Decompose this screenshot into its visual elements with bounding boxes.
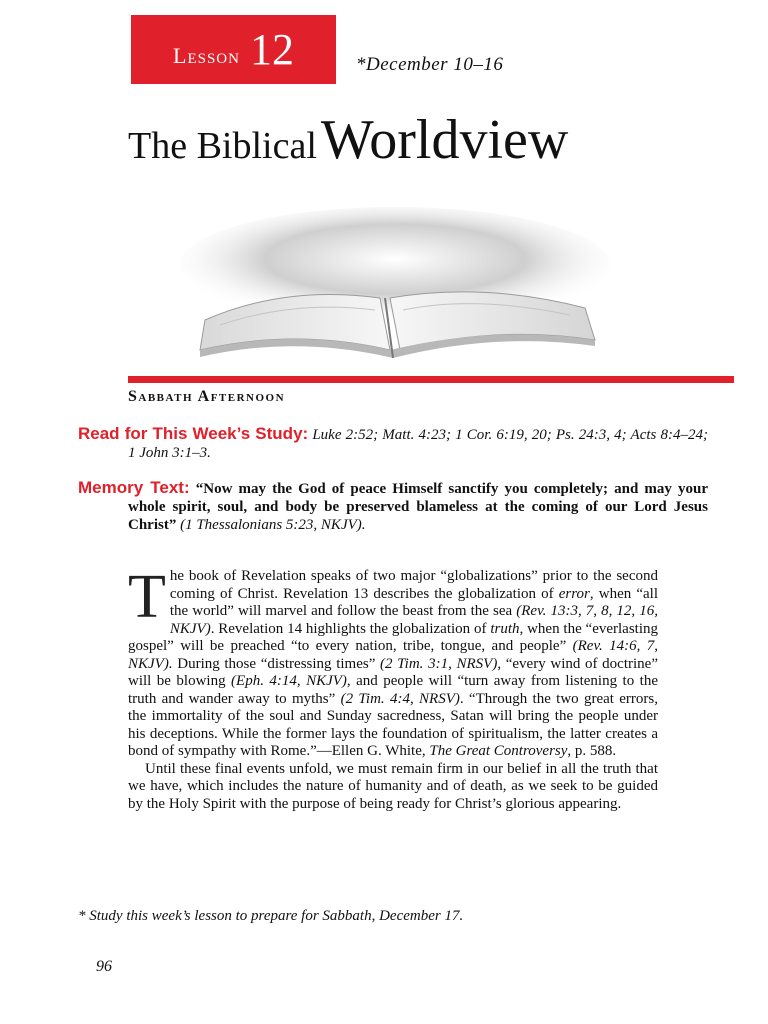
book-title: The Great Controversy <box>429 743 568 759</box>
body-paragraph-2: Until these final events unfold, we must remain firm in our belief in all the truth that we have, which includes the nature of humanity and of death, as we seek to be guided by the Holy Spirit with the purpose of being ready for Christ’s glorious appearing. <box>128 760 658 812</box>
memory-label: Memory Text: <box>78 478 190 497</box>
open-bible-illustration <box>175 200 615 370</box>
memory-reference: (1 Thessalonians 5:23, NKJV). <box>180 517 366 533</box>
body-text-run: . Revelation 14 highlights the globalization of <box>210 620 491 637</box>
section-divider <box>128 376 734 383</box>
study-references: Luke 2:52; Matt. 4:23; 1 Cor. 6:19, 20; Ps. 24:3, 4; Acts 8:4–24; 1 John 3:1–3. <box>128 427 708 461</box>
open-bible-icon <box>175 200 615 370</box>
lesson-body <box>128 563 659 813</box>
body-text-run: he book of Revelation speaks of two major “globalizations” prior to the second coming of Christ. Revelation 13 describes the globalization of <box>169 568 658 602</box>
lesson-label: Lesson <box>173 42 240 68</box>
scripture-reference: (Rev. 13:3, 7, 8, 12, 16, NKJV) <box>169 603 658 637</box>
title-part1: The Biblical <box>128 125 317 167</box>
page-title <box>128 108 568 172</box>
memory-block <box>78 479 708 534</box>
emphasis-truth: truth <box>490 620 520 637</box>
drop-cap: T <box>128 563 166 631</box>
body-text-run: , when “all the world” will marvel and follow the beast from the sea <box>169 585 658 619</box>
study-block <box>78 425 708 462</box>
body-text-run: During those “distressing times” <box>172 655 381 672</box>
lesson-dates: *December 10–16 <box>356 54 504 75</box>
section-heading: Sabbath Afternoon <box>128 388 286 405</box>
study-label: Read for This Week’s Study: <box>78 424 309 443</box>
memory-verse: “Now may the God of peace Himself sanctify you completely; and may your whole spirit, soul, and body be preserved blameless at the coming of our Lord Jesus Christ” <box>128 481 709 533</box>
body-text-run: , and people will “turn away from listening to the truth and wander away to myths” <box>128 673 658 707</box>
scripture-reference: (Eph. 4:14, NKJV) <box>231 673 347 689</box>
body-text-run: , p. 588. <box>567 743 617 759</box>
body-text-run: , when the “everlasting gospel” will be preached “to every nation, tribe, tongue, and people” <box>128 620 659 654</box>
page-number: 96 <box>96 958 112 975</box>
body-text-run: . “Through the two great errors, the immortality of the soul and Sunday sacredness, Satan will bring the people under his deceptions. While the former lays the foundation of spiritualism, the latter creates a bond of sympathy with Rome.”—Ellen G. White, <box>128 690 658 759</box>
lesson-number: 12 <box>249 25 294 74</box>
lesson-badge <box>131 15 336 84</box>
body-paragraph <box>128 563 659 761</box>
title-part2: Worldview <box>320 109 569 171</box>
footnote: * Study this week’s lesson to prepare for Sabbath, December 17. <box>78 908 464 924</box>
scripture-reference: (Rev. 14:6, 7, NKJV). <box>128 638 658 672</box>
body-text-run: , “every wind of doctrine” will be blowing <box>128 655 658 689</box>
scripture-reference: (2 Tim. 3:1, NRSV) <box>380 655 498 672</box>
emphasis-error: error <box>558 585 590 602</box>
scripture-reference: (2 Tim. 4:4, NRSV) <box>340 690 460 707</box>
